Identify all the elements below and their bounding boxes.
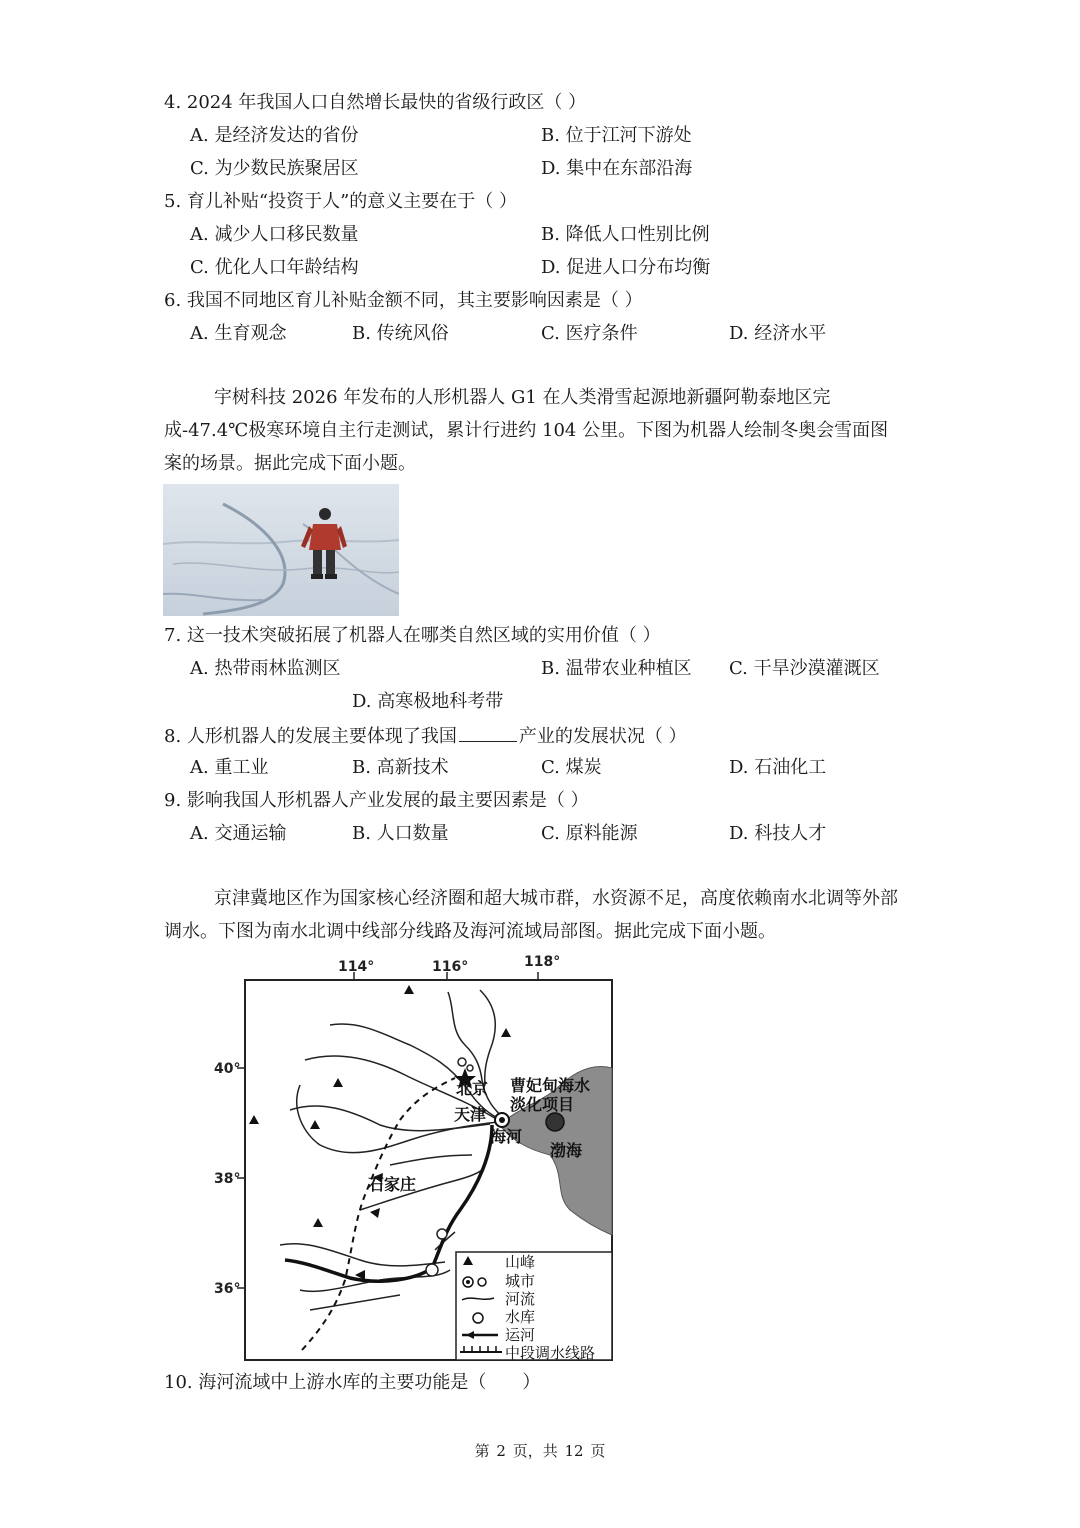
question-6-option-a: A. 生育观念 bbox=[190, 323, 287, 344]
footer-total: 12 bbox=[564, 1442, 584, 1460]
question-8-option-b: B. 高新技术 bbox=[352, 757, 449, 778]
question-6-stem: 6. 我国不同地区育儿补贴金额不同，其主要影响因素是（ ） bbox=[164, 290, 643, 311]
question-5-stem: 5. 育儿补贴“投资于人”的意义主要在于（ ） bbox=[164, 191, 518, 212]
haihe-basin-map bbox=[210, 950, 630, 1370]
question-9-option-c: C. 原料能源 bbox=[541, 823, 638, 844]
question-6-option-c: C. 医疗条件 bbox=[541, 323, 638, 344]
question-6-option-b: B. 传统风俗 bbox=[352, 323, 449, 344]
question-7-option-a: A. 热带雨林监测区 bbox=[190, 658, 341, 679]
water-passage: 京津冀地区作为国家核心经济圈和超大城市群，水资源不足，高度依赖南水北调等外部调水。下图为南水北调中线部分线路及海河流域局部图。据此完成下面小题。 bbox=[164, 888, 898, 942]
legend-peak: 山峰 bbox=[505, 1253, 536, 1271]
question-4-option-b: B. 位于江河下游处 bbox=[541, 125, 692, 146]
label-tianjin: 天津 bbox=[454, 1105, 487, 1124]
robot-snow-photo bbox=[163, 484, 399, 616]
question-6-option-d: D. 经济水平 bbox=[729, 323, 827, 344]
question-9-stem: 9. 影响我国人形机器人产业发展的最主要因素是（ ） bbox=[164, 790, 589, 811]
footer-mid: 页，共 bbox=[512, 1442, 558, 1460]
question-5-option-b: B. 降低人口性别比例 bbox=[541, 224, 710, 245]
label-beijing: 北京 bbox=[456, 1079, 489, 1098]
legend-route: 中段调水线路 bbox=[505, 1344, 596, 1362]
legend-reservoir-icon bbox=[473, 1313, 483, 1323]
label-haihe: 海河 bbox=[490, 1127, 523, 1146]
label-caofeidian-1: 曹妃甸海水 bbox=[510, 1076, 591, 1095]
legend-canal: 运河 bbox=[505, 1326, 536, 1344]
question-8-stem-before: 8. 人形机器人的发展主要体现了我国 bbox=[164, 726, 457, 747]
footer-suffix: 页 bbox=[590, 1442, 606, 1460]
question-8-option-d: D. 石油化工 bbox=[729, 757, 827, 778]
lat-label-36: 36° bbox=[214, 1281, 241, 1297]
legend-city: 城市 bbox=[505, 1272, 536, 1290]
robot-passage: 宇树科技 2026 年发布的人形机器人 G1 在人类滑雪起源地新疆阿勒泰地区完成-47.4℃极寒环境自主行走测试，累计行进约 104 公里。下图为机器人绘制冬奥会雪面图案的场景。据此完成下面小题。 bbox=[164, 387, 889, 474]
question-7-option-c: C. 干旱沙漠灌溉区 bbox=[729, 658, 880, 679]
question-4-option-d: D. 集中在东部沿海 bbox=[541, 158, 693, 179]
question-8-option-a: A. 重工业 bbox=[190, 757, 269, 778]
lat-label-38: 38° bbox=[214, 1171, 241, 1187]
fill-in-blank bbox=[459, 723, 517, 742]
question-5-option-c: C. 优化人口年龄结构 bbox=[190, 257, 359, 278]
legend-reservoir: 水库 bbox=[505, 1308, 536, 1326]
footer-prefix: 第 bbox=[474, 1442, 490, 1460]
page-footer bbox=[0, 1440, 1080, 1461]
lon-label-114: 114° bbox=[338, 959, 375, 975]
question-4-stem: 4. 2024 年我国人口自然增长最快的省级行政区（ ） bbox=[164, 92, 587, 113]
legend-river: 河流 bbox=[505, 1290, 536, 1308]
question-8-stem-after: 产业的发展状况（ ） bbox=[518, 726, 687, 747]
question-8-stem bbox=[164, 723, 687, 749]
lon-label-118: 118° bbox=[524, 954, 561, 970]
label-bohai: 渤海 bbox=[550, 1141, 583, 1160]
question-10-stem: 10. 海河流域中上游水库的主要功能是（ ） bbox=[164, 1372, 541, 1393]
question-4-option-c: C. 为少数民族聚居区 bbox=[190, 158, 359, 179]
lat-label-40: 40° bbox=[214, 1061, 241, 1077]
desalination-project-icon bbox=[546, 1113, 564, 1131]
question-4-option-a: A. 是经济发达的省份 bbox=[190, 125, 359, 146]
question-5-option-d: D. 促进人口分布均衡 bbox=[541, 257, 711, 278]
question-9-option-b: B. 人口数量 bbox=[352, 823, 449, 844]
question-7-stem: 7. 这一技术突破拓展了机器人在哪类自然区域的实用价值（ ） bbox=[164, 625, 661, 646]
footer-page: 2 bbox=[496, 1442, 506, 1460]
label-shijiazhuang: 石家庄 bbox=[368, 1175, 417, 1194]
question-5-option-a: A. 减少人口移民数量 bbox=[190, 224, 359, 245]
question-9-option-d: D. 科技人才 bbox=[729, 823, 827, 844]
question-7-option-d: D. 高寒极地科考带 bbox=[352, 691, 504, 712]
question-8-option-c: C. 煤炭 bbox=[541, 757, 602, 778]
question-9-option-a: A. 交通运输 bbox=[190, 823, 287, 844]
lon-label-116: 116° bbox=[432, 959, 469, 975]
question-7-option-b: B. 温带农业种植区 bbox=[541, 658, 692, 679]
label-caofeidian-2: 淡化项目 bbox=[510, 1095, 575, 1114]
